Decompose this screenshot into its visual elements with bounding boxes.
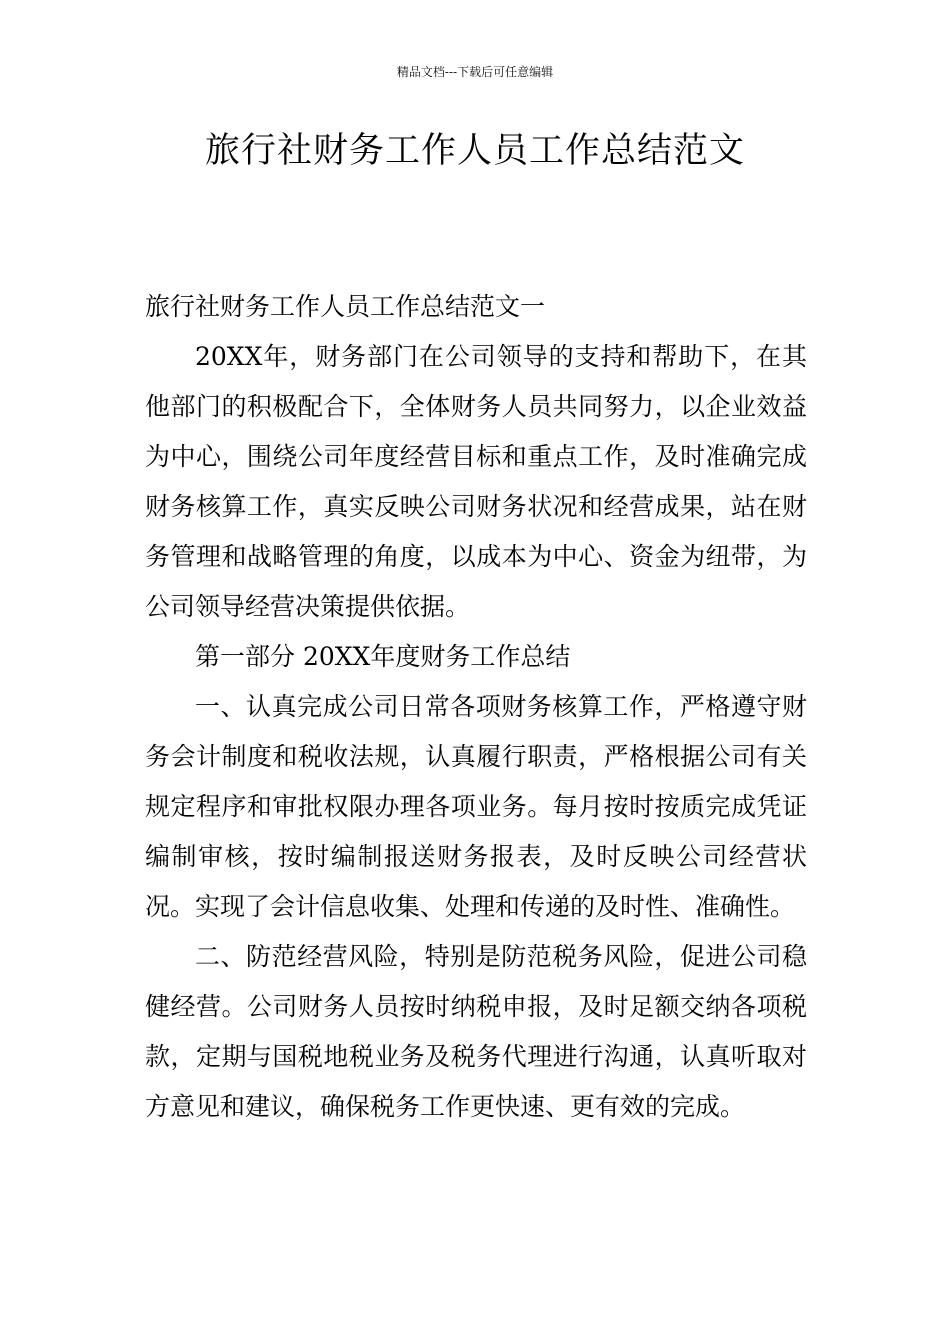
paragraph-item-2: 二、防范经营风险，特别是防范税务风险，促进公司稳健经营。公司财务人员按时纳税申报，及时足额交纳各项税款，定期与国税地税业务及税务代理进行沟通，认真听取对方意见和建议，确保税务工作更快速、更有效的完成。 — [145, 942, 807, 1121]
section-subtitle: 旅行社财务工作人员工作总结范文一 — [145, 292, 546, 321]
page-header: 精品文档---下载后可任意编辑 — [396, 65, 554, 79]
paragraph-item-1: 一、认真完成公司日常各项财务核算工作，严格遵守财务会计制度和税收法规，认真履行职责，严格根据公司有关规定程序和审批权限办理各项业务。每月按时按质完成凭证编制审核，按时编制报送财务报表，及时反映公司经营状况。实现了会计信息收集、处理和传递的及时性、准确性。 — [145, 692, 807, 921]
document-body — [145, 282, 807, 1132]
section-heading: 第一部分 20XX年度财务工作总结 — [195, 642, 571, 671]
document-title: 旅行社财务工作人员工作总结范文 — [204, 131, 745, 171]
paragraph-intro: 20XX年，财务部门在公司领导的支持和帮助下，在其他部门的积极配合下，全体财务人员共同努力，以企业效益为中心，围绕公司年度经营目标和重点工作，及时准确完成财务核算工作，真实反映公司财务状况和经营成果，站在财务管理和战略管理的角度，以成本为中心、资金为纽带，为公司领导经营决策提供依据。 — [145, 342, 807, 621]
